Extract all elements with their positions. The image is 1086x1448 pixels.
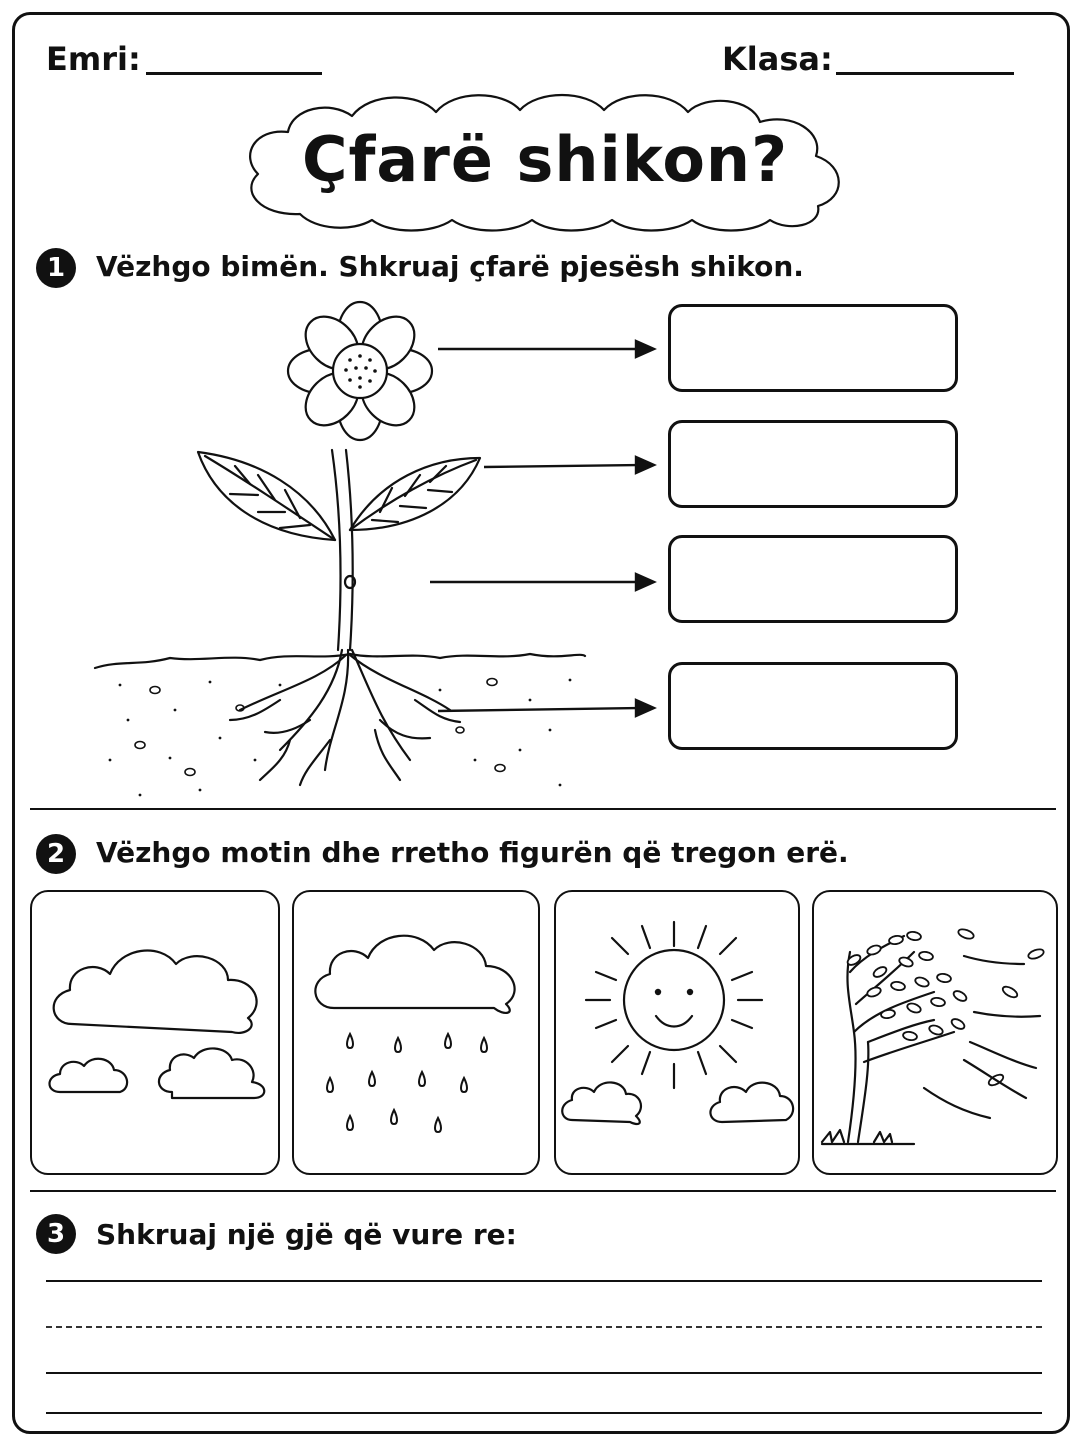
question-number-badge: 1 bbox=[36, 248, 76, 288]
weather-panel-sunny[interactable] bbox=[554, 890, 800, 1175]
flower bbox=[288, 302, 432, 440]
section-divider bbox=[30, 808, 1056, 810]
windy-tree-icon bbox=[814, 892, 1060, 1177]
writing-line[interactable] bbox=[46, 1280, 1042, 1282]
section-divider bbox=[30, 1190, 1056, 1192]
weather-panel-rain[interactable] bbox=[292, 890, 540, 1175]
question-number-badge: 2 bbox=[36, 834, 76, 874]
name-field[interactable] bbox=[146, 72, 322, 75]
writing-guide-line bbox=[46, 1326, 1042, 1328]
question-3-text: Shkruaj një gjë që vure re: bbox=[96, 1218, 517, 1251]
cloudy-icon bbox=[32, 892, 282, 1177]
weather-panel-windy[interactable] bbox=[812, 890, 1058, 1175]
answer-box-roots[interactable] bbox=[668, 662, 958, 750]
class-field[interactable] bbox=[836, 72, 1014, 75]
question-2-text: Vëzhgo motin dhe rretho figurën që tregon erë. bbox=[96, 836, 849, 869]
title-banner bbox=[240, 86, 850, 232]
class-label: Klasa: bbox=[722, 40, 833, 78]
writing-line[interactable] bbox=[46, 1372, 1042, 1374]
answer-box-flower[interactable] bbox=[668, 304, 958, 392]
page-title: Çfarë shikon? bbox=[301, 122, 789, 196]
writing-line[interactable] bbox=[46, 1412, 1042, 1414]
rain-cloud-icon bbox=[294, 892, 542, 1177]
sun-icon bbox=[556, 892, 802, 1177]
weather-panel-cloudy[interactable] bbox=[30, 890, 280, 1175]
roots bbox=[230, 650, 460, 785]
name-label: Emri: bbox=[46, 40, 141, 78]
answer-box-stem[interactable] bbox=[668, 535, 958, 623]
stem bbox=[332, 450, 340, 650]
question-number-badge: 3 bbox=[36, 1214, 76, 1254]
label-arrows bbox=[430, 330, 670, 730]
question-1-text: Vëzhgo bimën. Shkruaj çfarë pjesësh shikon. bbox=[96, 250, 804, 283]
answer-box-leaves[interactable] bbox=[668, 420, 958, 508]
